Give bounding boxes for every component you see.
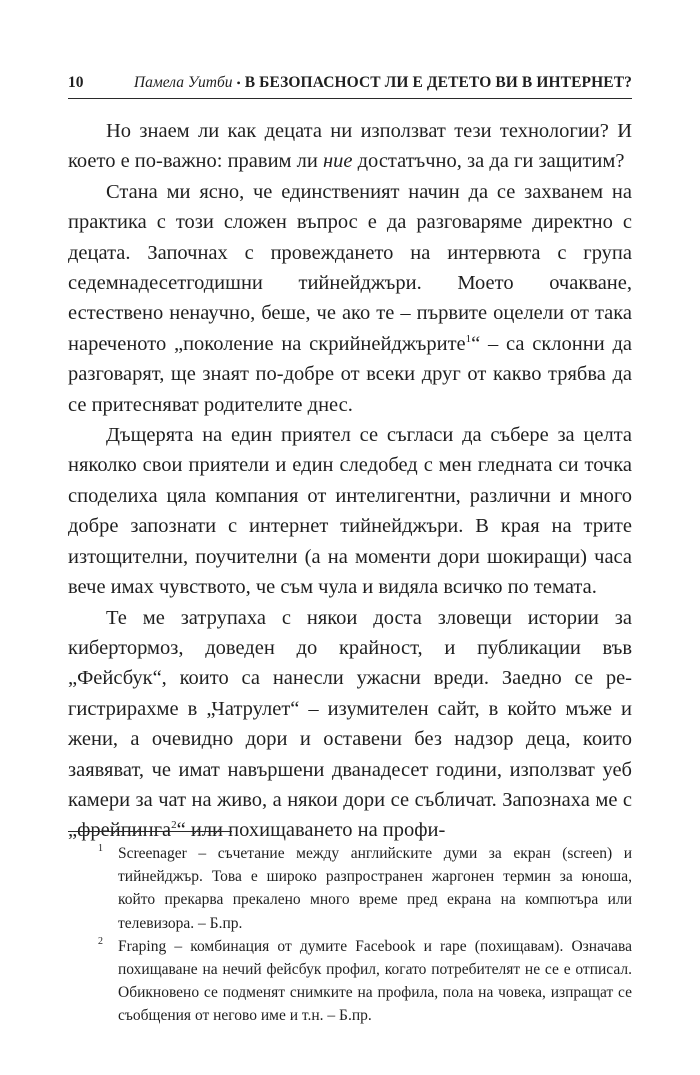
paragraph-1 — [68, 116, 632, 177]
paragraph-4 — [68, 603, 632, 846]
body-text — [68, 116, 632, 846]
footnote-ref-2: 2 — [171, 819, 177, 832]
footnote-ref-1: 1 — [465, 333, 472, 346]
footnotes — [68, 842, 632, 1028]
paragraph-4-text-end: “ или похищаването на профи- — [176, 819, 446, 842]
footnote-1 — [68, 842, 632, 935]
paragraph-2 — [68, 177, 632, 420]
paragraph-1-text-end: достатъчно, за да ги защитим? — [352, 150, 625, 173]
running-head — [134, 72, 632, 94]
footnote-divider — [68, 831, 232, 832]
paragraph-2-text-end: “ – са склонни да разговарят, ще знаят по-добре от всеки друг от какво трябва да се притесняват родителите днес. — [68, 332, 632, 416]
emphasis-text: ние — [322, 150, 353, 173]
bullet-separator: • — [236, 76, 241, 90]
running-header — [68, 70, 632, 99]
footnote-2 — [68, 935, 632, 1028]
book-title: В БЕЗОПАСНОСТ ЛИ Е ДЕТЕТО ВИ В ИНТЕРНЕТ? — [244, 74, 632, 91]
paragraph-3: Дъщерята на един приятел се съгласи да събере за целта няколко свои приятели и един следобед с мен гледната си точка споделиха цяла компания от интелигентни, различни и много добре запознати с интернет тийнейджъри. В края на трите изтощителни, поучителни (а на моменти дори шокиращи) часа вече имах чувството, че съм чула и видяла всичко по темата. — [68, 424, 632, 599]
paragraph-4-text: Те ме затрупаха с някои доста зловещи истории за кибертормоз, доведен до крайност, и публикации във „Фейсбук“, които са нанесли ужасни вреди. Заедно се регистрирахме в „Чатрулет“ – изумителен сайт, в който мъже и жени, а очевидно дори и оставени без надзор деца, които заявяват, че имат навършени дванадесет години, използват уеб камери за чат на живо, а някои дори се събличат. Запознаха ме с „фрейпинга — [68, 606, 632, 842]
paragraph-1-text: Но знаем ли как децата ни използват тези технологии? И което е по-важно: правим ли — [68, 120, 632, 173]
footnote-2-text: Fraping – комбинация от думите Facebook и rape (похищавам). Означава похищаване на нечий фейсбук профил, когато потребителят не се е отписал. Обикновено се подменят снимките на профила, пола на човека, изпращат се съобщения от негово име и т.н. – Б.пр. — [118, 937, 632, 1025]
page-number: 10 — [68, 74, 84, 91]
footnote-1-text: Screenager – съчетание между английските думи за екран (screen) и тийнейджър. Това е широко разпространен жаргонен термин за юноша, който прекарва прекалено много време пред екрана на компютъра или телевизора. – Б.пр. — [118, 845, 632, 932]
footnote-1-mark: 1 — [98, 843, 103, 854]
author-name: Памела Уитби — [133, 74, 233, 91]
footnote-2-mark: 2 — [98, 935, 103, 947]
paragraph-2-text: Стана ми ясно, че единственият начин да се захванем на практика с този сложен въпрос е да разговаряме директно с децата. Започнах с провеждането на интервюта с група седемнадесетгодишни тийнейджъри. Моето очакване, естествено ненаучно, беше, че ако те – първите оцелели от така нареченото „поколение на скрийнейджърите — [68, 180, 632, 355]
